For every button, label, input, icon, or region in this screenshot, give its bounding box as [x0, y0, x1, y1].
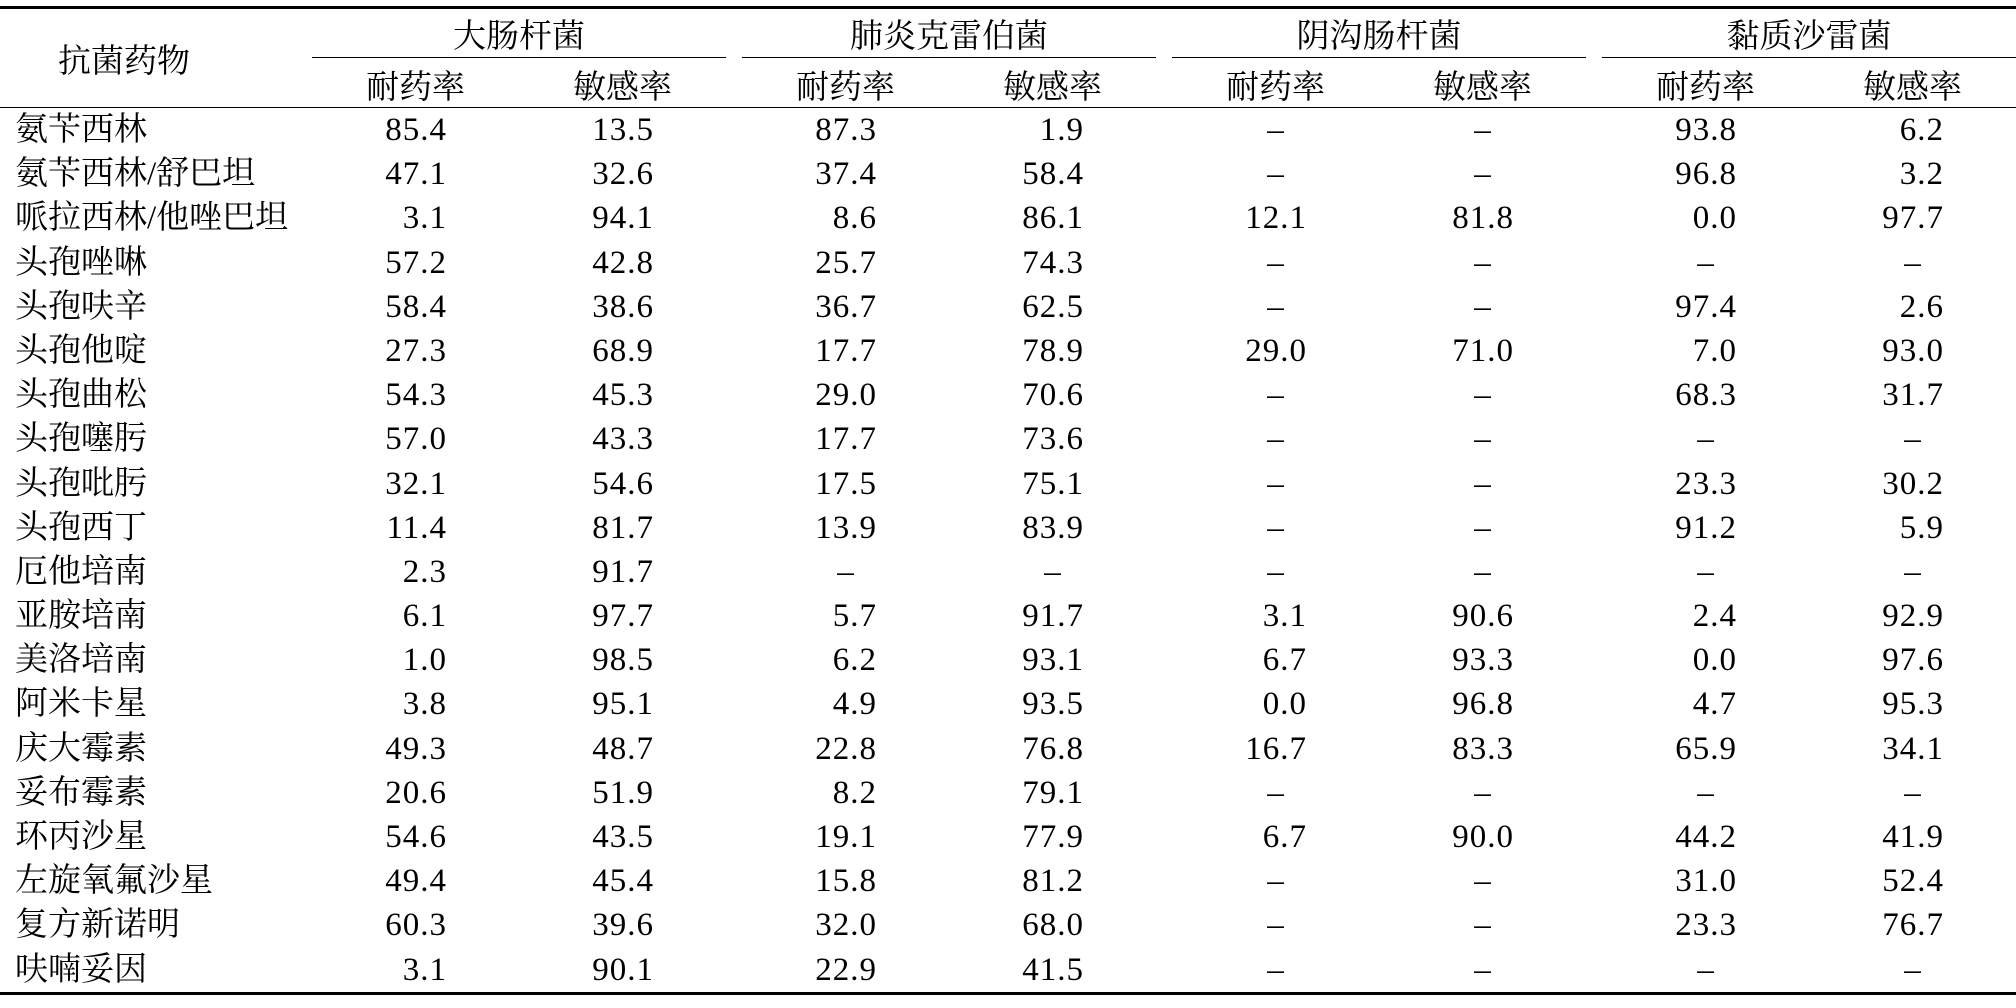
drug-name: 头孢呋辛 [15, 288, 147, 325]
smarcescens-resistance: – [1697, 244, 1714, 281]
smarcescens-resistance: 4.7 [1692, 686, 1737, 723]
kpneumoniae-sensitivity: 68.0 [1022, 907, 1084, 944]
ecloacae-resistance: – [1267, 288, 1284, 325]
ecoli-sensitivity: 51.9 [592, 774, 654, 811]
kpneumoniae-resistance: 87.3 [815, 112, 877, 148]
smarcescens-resistance: – [1697, 553, 1714, 590]
smarcescens-sensitivity: 34.1 [1882, 730, 1944, 767]
subheader-smarcescens-resistance: 耐药率 [1656, 69, 1755, 106]
ecloacae-resistance: 6.7 [1262, 642, 1307, 679]
ecoli-resistance: 54.6 [385, 819, 447, 855]
ecoli-sensitivity: 45.4 [592, 863, 654, 900]
ecloacae-sensitivity: 93.3 [1452, 642, 1514, 679]
ecloacae-sensitivity: – [1474, 377, 1491, 414]
smarcescens-resistance: 0.0 [1692, 200, 1737, 237]
ecloacae-resistance: – [1267, 377, 1284, 414]
kpneumoniae-resistance: – [837, 553, 854, 590]
ecoli-resistance: 49.4 [385, 863, 447, 900]
table-row [0, 638, 2016, 682]
ecoli-resistance: 57.0 [385, 421, 447, 458]
drug-name: 美洛培南 [15, 642, 147, 679]
ecoli-resistance: 27.3 [385, 332, 447, 369]
kpneumoniae-sensitivity: – [1044, 553, 1061, 590]
ecloacae-sensitivity: 81.8 [1452, 200, 1514, 237]
ecloacae-sensitivity: – [1474, 465, 1491, 502]
smarcescens-sensitivity: 76.7 [1882, 907, 1944, 944]
subheader-ecoli-sensitivity: 敏感率 [573, 69, 672, 106]
ecloacae-sensitivity: – [1474, 509, 1491, 546]
smarcescens-resistance: 97.4 [1675, 288, 1737, 325]
table-row [0, 241, 2016, 285]
table-row [0, 727, 2016, 771]
antibiotic-resistance-table [0, 6, 2016, 995]
subheader-kpneumoniae-sensitivity: 敏感率 [1003, 69, 1102, 106]
table-row [0, 417, 2016, 461]
kpneumoniae-resistance: 15.8 [815, 863, 877, 900]
ecoli-sensitivity: 95.1 [592, 686, 654, 723]
kpneumoniae-resistance: 36.7 [815, 288, 877, 325]
ecoli-resistance: 3.1 [402, 951, 447, 988]
smarcescens-sensitivity: 52.4 [1882, 863, 1944, 900]
kpneumoniae-resistance: 5.7 [832, 598, 877, 635]
ecoli-resistance: 58.4 [385, 288, 447, 325]
kpneumoniae-sensitivity: 78.9 [1022, 332, 1084, 369]
smarcescens-sensitivity: 93.0 [1882, 332, 1944, 369]
ecoli-sensitivity: 98.5 [592, 642, 654, 679]
ecoli-resistance: 3.8 [402, 686, 447, 723]
smarcescens-resistance: 23.3 [1675, 907, 1737, 944]
kpneumoniae-resistance: 22.9 [815, 951, 877, 988]
ecloacae-resistance: 29.0 [1245, 332, 1307, 369]
drug-name: 头孢噻肟 [15, 421, 147, 458]
drug-name: 头孢曲松 [15, 377, 147, 414]
drug-name: 妥布霉素 [15, 774, 147, 811]
kpneumoniae-resistance: 19.1 [815, 819, 877, 855]
subheader-ecloacae-resistance: 耐药率 [1226, 69, 1325, 106]
smarcescens-sensitivity: 95.3 [1882, 686, 1944, 723]
table-row [0, 329, 2016, 373]
smarcescens-resistance: 23.3 [1675, 465, 1737, 502]
kpneumoniae-resistance: 6.2 [832, 642, 877, 679]
kpneumoniae-resistance: 17.7 [815, 332, 877, 369]
ecoli-sensitivity: 39.6 [592, 907, 654, 944]
ecloacae-resistance: – [1267, 421, 1284, 458]
ecoli-sensitivity: 48.7 [592, 730, 654, 767]
kpneumoniae-resistance: 22.8 [815, 730, 877, 767]
smarcescens-resistance: 44.2 [1675, 819, 1737, 855]
drug-name: 头孢吡肟 [15, 465, 147, 502]
subheader-smarcescens-sensitivity: 敏感率 [1863, 69, 1962, 106]
smarcescens-sensitivity: 41.9 [1882, 819, 1944, 855]
ecoli-sensitivity: 45.3 [592, 377, 654, 414]
group-header-smarcescens: 黏质沙雷菌 [1602, 9, 2016, 58]
ecloacae-resistance: – [1267, 951, 1284, 988]
ecloacae-resistance: – [1267, 465, 1284, 502]
drug-name: 庆大霉素 [15, 730, 147, 767]
ecloacae-sensitivity: 90.6 [1452, 598, 1514, 635]
table-row [0, 196, 2016, 240]
ecoli-resistance: 11.4 [386, 509, 447, 546]
ecloacae-sensitivity: 96.8 [1452, 686, 1514, 723]
ecoli-resistance: 54.3 [385, 377, 447, 414]
ecoli-sensitivity: 32.6 [592, 156, 654, 193]
kpneumoniae-sensitivity: 58.4 [1022, 156, 1084, 193]
smarcescens-resistance: 65.9 [1675, 730, 1737, 767]
table-header [0, 6, 2016, 108]
drug-name: 氨苄西林 [15, 112, 147, 148]
smarcescens-resistance: – [1697, 951, 1714, 988]
smarcescens-sensitivity: – [1904, 951, 1921, 988]
drug-name: 氨苄西林/舒巴坦 [15, 156, 256, 193]
subheader-kpneumoniae-resistance: 耐药率 [796, 69, 895, 106]
drug-name: 环丙沙星 [15, 819, 147, 855]
ecoli-sensitivity: 43.5 [592, 819, 654, 855]
drug-name: 哌拉西林/他唑巴坦 [15, 200, 289, 237]
drug-name: 头孢西丁 [15, 509, 147, 546]
smarcescens-sensitivity: 97.6 [1882, 642, 1944, 679]
ecloacae-sensitivity: – [1474, 951, 1491, 988]
table-row [0, 815, 2016, 859]
ecloacae-sensitivity: 71.0 [1452, 332, 1514, 369]
ecloacae-resistance: – [1267, 553, 1284, 590]
smarcescens-sensitivity: 6.2 [1899, 112, 1944, 148]
drug-name: 厄他培南 [15, 553, 147, 590]
smarcescens-sensitivity: – [1904, 244, 1921, 281]
drug-name: 呋喃妥因 [15, 951, 147, 988]
table-row [0, 373, 2016, 417]
kpneumoniae-sensitivity: 93.1 [1022, 642, 1084, 679]
group-header-ecoli: 大肠杆菌 [312, 9, 726, 58]
column-header-drug: 抗菌药物 [58, 43, 190, 80]
table-row [0, 506, 2016, 550]
table-row [0, 682, 2016, 726]
ecloacae-sensitivity: 90.0 [1452, 819, 1514, 855]
smarcescens-sensitivity: 30.2 [1882, 465, 1944, 502]
ecoli-resistance: 47.1 [385, 156, 447, 193]
ecloacae-sensitivity: – [1474, 907, 1491, 944]
ecloacae-resistance: – [1267, 774, 1284, 811]
kpneumoniae-sensitivity: 77.9 [1022, 819, 1084, 855]
smarcescens-resistance: 2.4 [1692, 598, 1737, 635]
subheader-ecloacae-sensitivity: 敏感率 [1433, 69, 1532, 106]
ecoli-resistance: 49.3 [385, 730, 447, 767]
table-row [0, 948, 2016, 992]
table-row [0, 903, 2016, 947]
table-row [0, 285, 2016, 329]
table-row [0, 771, 2016, 815]
kpneumoniae-resistance: 17.7 [815, 421, 877, 458]
drug-name: 复方新诺明 [15, 907, 180, 944]
kpneumoniae-sensitivity: 91.7 [1022, 598, 1084, 635]
smarcescens-resistance: 93.8 [1675, 112, 1737, 148]
ecloacae-resistance: 0.0 [1262, 686, 1307, 723]
kpneumoniae-sensitivity: 73.6 [1022, 421, 1084, 458]
table-row [0, 462, 2016, 506]
kpneumoniae-resistance: 29.0 [815, 377, 877, 414]
ecoli-sensitivity: 13.5 [592, 112, 654, 148]
smarcescens-resistance: 91.2 [1675, 509, 1737, 546]
ecoli-resistance: 1.0 [402, 642, 447, 679]
ecloacae-resistance: – [1267, 907, 1284, 944]
ecloacae-resistance: – [1267, 509, 1284, 546]
ecoli-sensitivity: 81.7 [592, 509, 654, 546]
ecloacae-sensitivity: 83.3 [1452, 730, 1514, 767]
kpneumoniae-sensitivity: 41.5 [1022, 951, 1084, 988]
smarcescens-sensitivity: 92.9 [1882, 598, 1944, 635]
kpneumoniae-sensitivity: 75.1 [1022, 465, 1084, 502]
table-body [0, 108, 2016, 995]
kpneumoniae-sensitivity: 1.9 [1039, 112, 1084, 148]
table-row [0, 859, 2016, 903]
kpneumoniae-resistance: 17.5 [815, 465, 877, 502]
ecoli-sensitivity: 38.6 [592, 288, 654, 325]
ecloacae-sensitivity: – [1474, 288, 1491, 325]
smarcescens-resistance: 96.8 [1675, 156, 1737, 193]
kpneumoniae-sensitivity: 74.3 [1022, 244, 1084, 281]
smarcescens-sensitivity: – [1904, 553, 1921, 590]
table-row [0, 152, 2016, 196]
kpneumoniae-sensitivity: 62.5 [1022, 288, 1084, 325]
ecloacae-resistance: – [1267, 863, 1284, 900]
ecoli-resistance: 57.2 [385, 244, 447, 281]
ecloacae-resistance: – [1267, 112, 1284, 148]
smarcescens-resistance: – [1697, 421, 1714, 458]
ecloacae-sensitivity: – [1474, 774, 1491, 811]
ecloacae-resistance: 3.1 [1262, 598, 1307, 635]
kpneumoniae-sensitivity: 79.1 [1022, 774, 1084, 811]
ecoli-resistance: 3.1 [402, 200, 447, 237]
kpneumoniae-resistance: 13.9 [815, 509, 877, 546]
table-row [0, 594, 2016, 638]
kpneumoniae-resistance: 32.0 [815, 907, 877, 944]
smarcescens-sensitivity: 5.9 [1899, 509, 1944, 546]
drug-name: 阿米卡星 [15, 686, 147, 723]
ecoli-resistance: 20.6 [385, 774, 447, 811]
drug-name: 头孢他啶 [15, 332, 147, 369]
smarcescens-sensitivity: 3.2 [1899, 156, 1944, 193]
smarcescens-sensitivity: 2.6 [1899, 288, 1944, 325]
smarcescens-resistance: 0.0 [1692, 642, 1737, 679]
ecloacae-sensitivity: – [1474, 421, 1491, 458]
ecoli-sensitivity: 90.1 [592, 951, 654, 988]
kpneumoniae-sensitivity: 70.6 [1022, 377, 1084, 414]
drug-name: 头孢唑啉 [15, 244, 147, 281]
drug-name: 左旋氧氟沙星 [15, 863, 213, 900]
ecloacae-sensitivity: – [1474, 244, 1491, 281]
ecloacae-resistance: 6.7 [1262, 819, 1307, 855]
table-row [0, 550, 2016, 594]
ecloacae-resistance: – [1267, 244, 1284, 281]
ecoli-sensitivity: 43.3 [592, 421, 654, 458]
ecoli-sensitivity: 91.7 [592, 553, 654, 590]
kpneumoniae-sensitivity: 93.5 [1022, 686, 1084, 723]
kpneumoniae-sensitivity: 81.2 [1022, 863, 1084, 900]
smarcescens-sensitivity: 97.7 [1882, 200, 1944, 237]
kpneumoniae-resistance: 8.6 [832, 200, 877, 237]
smarcescens-resistance: 68.3 [1675, 377, 1737, 414]
ecoli-sensitivity: 54.6 [592, 465, 654, 502]
ecoli-resistance: 6.1 [402, 598, 447, 635]
smarcescens-sensitivity: – [1904, 774, 1921, 811]
ecoli-sensitivity: 42.8 [592, 244, 654, 281]
kpneumoniae-sensitivity: 83.9 [1022, 509, 1084, 546]
ecloacae-sensitivity: – [1474, 112, 1491, 148]
ecoli-resistance: 85.4 [385, 112, 447, 148]
smarcescens-sensitivity: 31.7 [1882, 377, 1944, 414]
smarcescens-resistance: – [1697, 774, 1714, 811]
kpneumoniae-resistance: 4.9 [832, 686, 877, 723]
drug-name: 亚胺培南 [15, 598, 147, 635]
kpneumoniae-resistance: 37.4 [815, 156, 877, 193]
ecloacae-sensitivity: – [1474, 156, 1491, 193]
ecoli-sensitivity: 94.1 [592, 200, 654, 237]
smarcescens-resistance: 7.0 [1692, 332, 1737, 369]
ecloacae-sensitivity: – [1474, 553, 1491, 590]
table-row [0, 108, 2016, 152]
kpneumoniae-sensitivity: 86.1 [1022, 200, 1084, 237]
kpneumoniae-resistance: 25.7 [815, 244, 877, 281]
ecoli-resistance: 32.1 [385, 465, 447, 502]
ecloacae-resistance: 12.1 [1245, 200, 1307, 237]
smarcescens-resistance: 31.0 [1675, 863, 1737, 900]
ecoli-sensitivity: 68.9 [592, 332, 654, 369]
group-header-ecloacae: 阴沟肠杆菌 [1172, 9, 1586, 58]
ecoli-resistance: 2.3 [402, 553, 447, 590]
ecloacae-resistance: 16.7 [1245, 730, 1307, 767]
ecloacae-resistance: – [1267, 156, 1284, 193]
group-header-kpneumoniae: 肺炎克雷伯菌 [742, 9, 1156, 58]
subheader-ecoli-resistance: 耐药率 [366, 69, 465, 106]
ecoli-sensitivity: 97.7 [592, 598, 654, 635]
ecloacae-sensitivity: – [1474, 863, 1491, 900]
kpneumoniae-sensitivity: 76.8 [1022, 730, 1084, 767]
ecoli-resistance: 60.3 [385, 907, 447, 944]
kpneumoniae-resistance: 8.2 [832, 774, 877, 811]
smarcescens-sensitivity: – [1904, 421, 1921, 458]
